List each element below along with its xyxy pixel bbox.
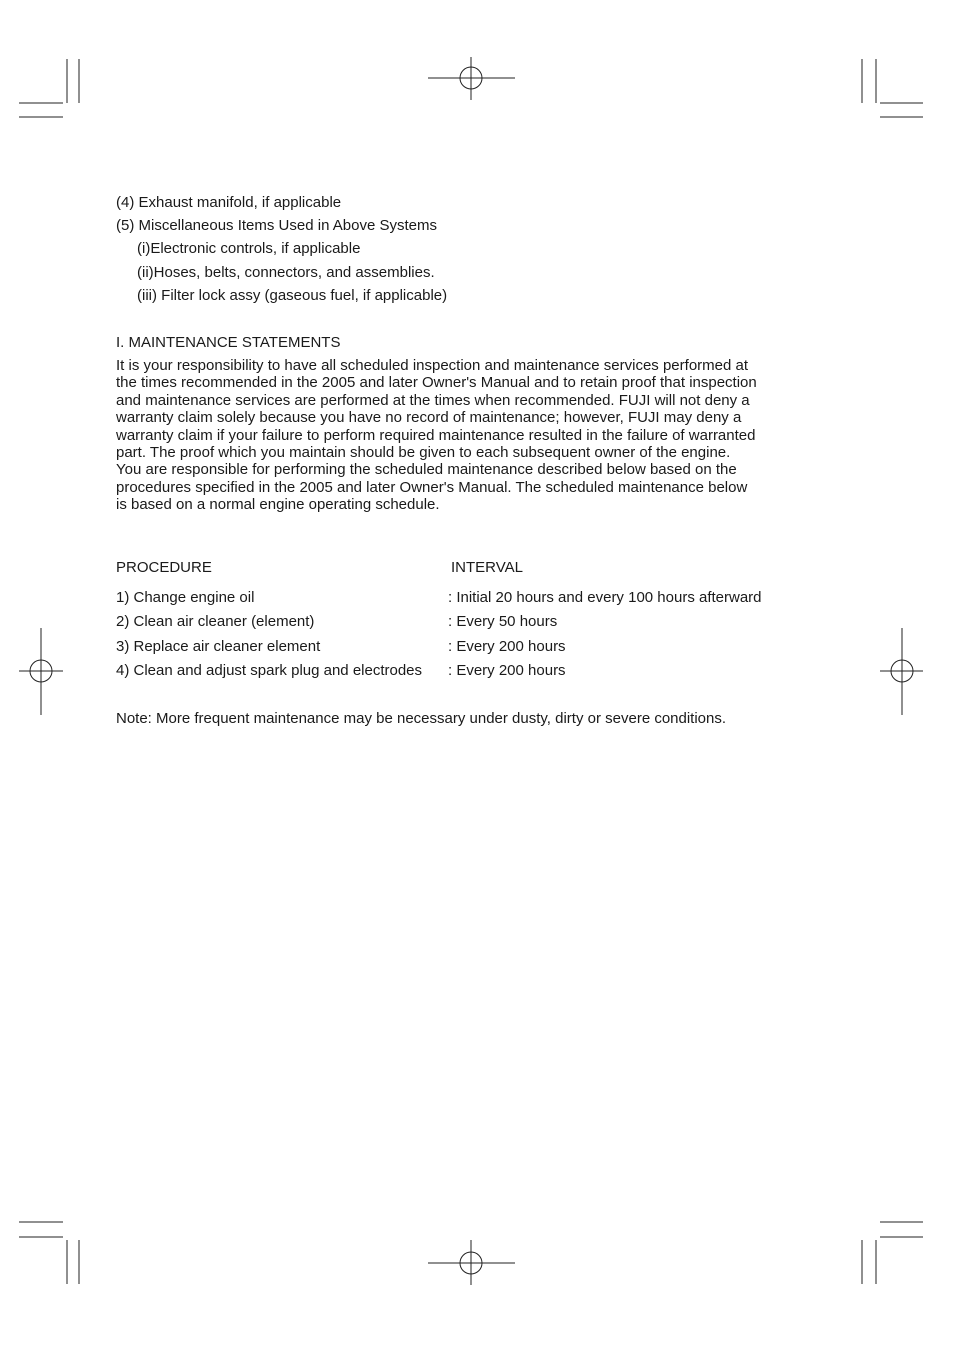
header-procedure: PROCEDURE <box>116 559 212 576</box>
crop-mark-bottom-right <box>862 1222 923 1284</box>
paragraph-line: is based on a normal engine operating schedule. <box>116 496 440 514</box>
schedule-row <box>116 638 816 656</box>
registration-mark-top <box>428 57 515 100</box>
schedule-header <box>116 559 816 577</box>
registration-mark-left <box>19 628 63 715</box>
registration-mark-right <box>880 628 923 715</box>
schedule-row <box>116 662 816 680</box>
section-heading-maintenance: I. MAINTENANCE STATEMENTS <box>116 334 341 351</box>
crop-mark-top-left <box>19 59 79 117</box>
paragraph-line: and maintenance services are performed at the times when recommended. FUJI will not deny a <box>116 391 750 409</box>
row-interval: : Every 50 hours <box>448 613 558 630</box>
paragraph-line: You are responsible for performing the scheduled maintenance described below based on the <box>116 461 737 479</box>
schedule-row <box>116 613 816 631</box>
maintenance-paragraph <box>116 357 806 514</box>
paragraph-line: warranty claim if your failure to perform required maintenance resulted in the failure of warranted <box>116 426 756 444</box>
registration-mark-bottom <box>428 1240 515 1285</box>
paragraph-line: It is your responsibility to have all scheduled inspection and maintenance services performed at <box>116 357 749 374</box>
row-procedure: 1) Change engine oil <box>116 589 255 606</box>
row-interval: : Every 200 hours <box>448 662 566 679</box>
system-item-miscellaneous: (5) Miscellaneous Items Used in Above Systems <box>116 217 437 234</box>
row-procedure: 4) Clean and adjust spark plug and electrodes <box>116 662 423 679</box>
crop-mark-top-right <box>862 59 923 117</box>
crop-mark-bottom-left <box>19 1222 79 1284</box>
paragraph-line: part. The proof which you maintain should be given to each subsequent owner of the engine. <box>116 444 731 462</box>
maintenance-note: Note: More frequent maintenance may be necessary under dusty, dirty or severe conditions. <box>116 710 727 727</box>
schedule-row <box>116 589 816 607</box>
system-item-exhaust-manifold: (4) Exhaust manifold, if applicable <box>116 194 342 211</box>
system-subitem-electronic-controls: (i)Electronic controls, if applicable <box>137 240 361 257</box>
paragraph-line: the times recommended in the 2005 and later Owner's Manual and to retain proof that inspection <box>116 374 757 392</box>
row-interval: : Initial 20 hours and every 100 hours afterward <box>448 589 762 606</box>
system-subitem-hoses: (ii)Hoses, belts, connectors, and assemblies. <box>137 264 435 281</box>
row-interval: : Every 200 hours <box>448 638 566 655</box>
header-interval: INTERVAL <box>451 559 523 576</box>
system-subitem-filter-lock: (iii) Filter lock assy (gaseous fuel, if applicable) <box>137 287 448 304</box>
row-procedure: 2) Clean air cleaner (element) <box>116 613 315 630</box>
paragraph-line: procedures specified in the 2005 and later Owner's Manual. The scheduled maintenance below <box>116 478 748 496</box>
row-procedure: 3) Replace air cleaner element <box>116 638 321 655</box>
paragraph-line: warranty claim solely because you have no record of maintenance; however, FUJI may deny a <box>116 409 742 427</box>
